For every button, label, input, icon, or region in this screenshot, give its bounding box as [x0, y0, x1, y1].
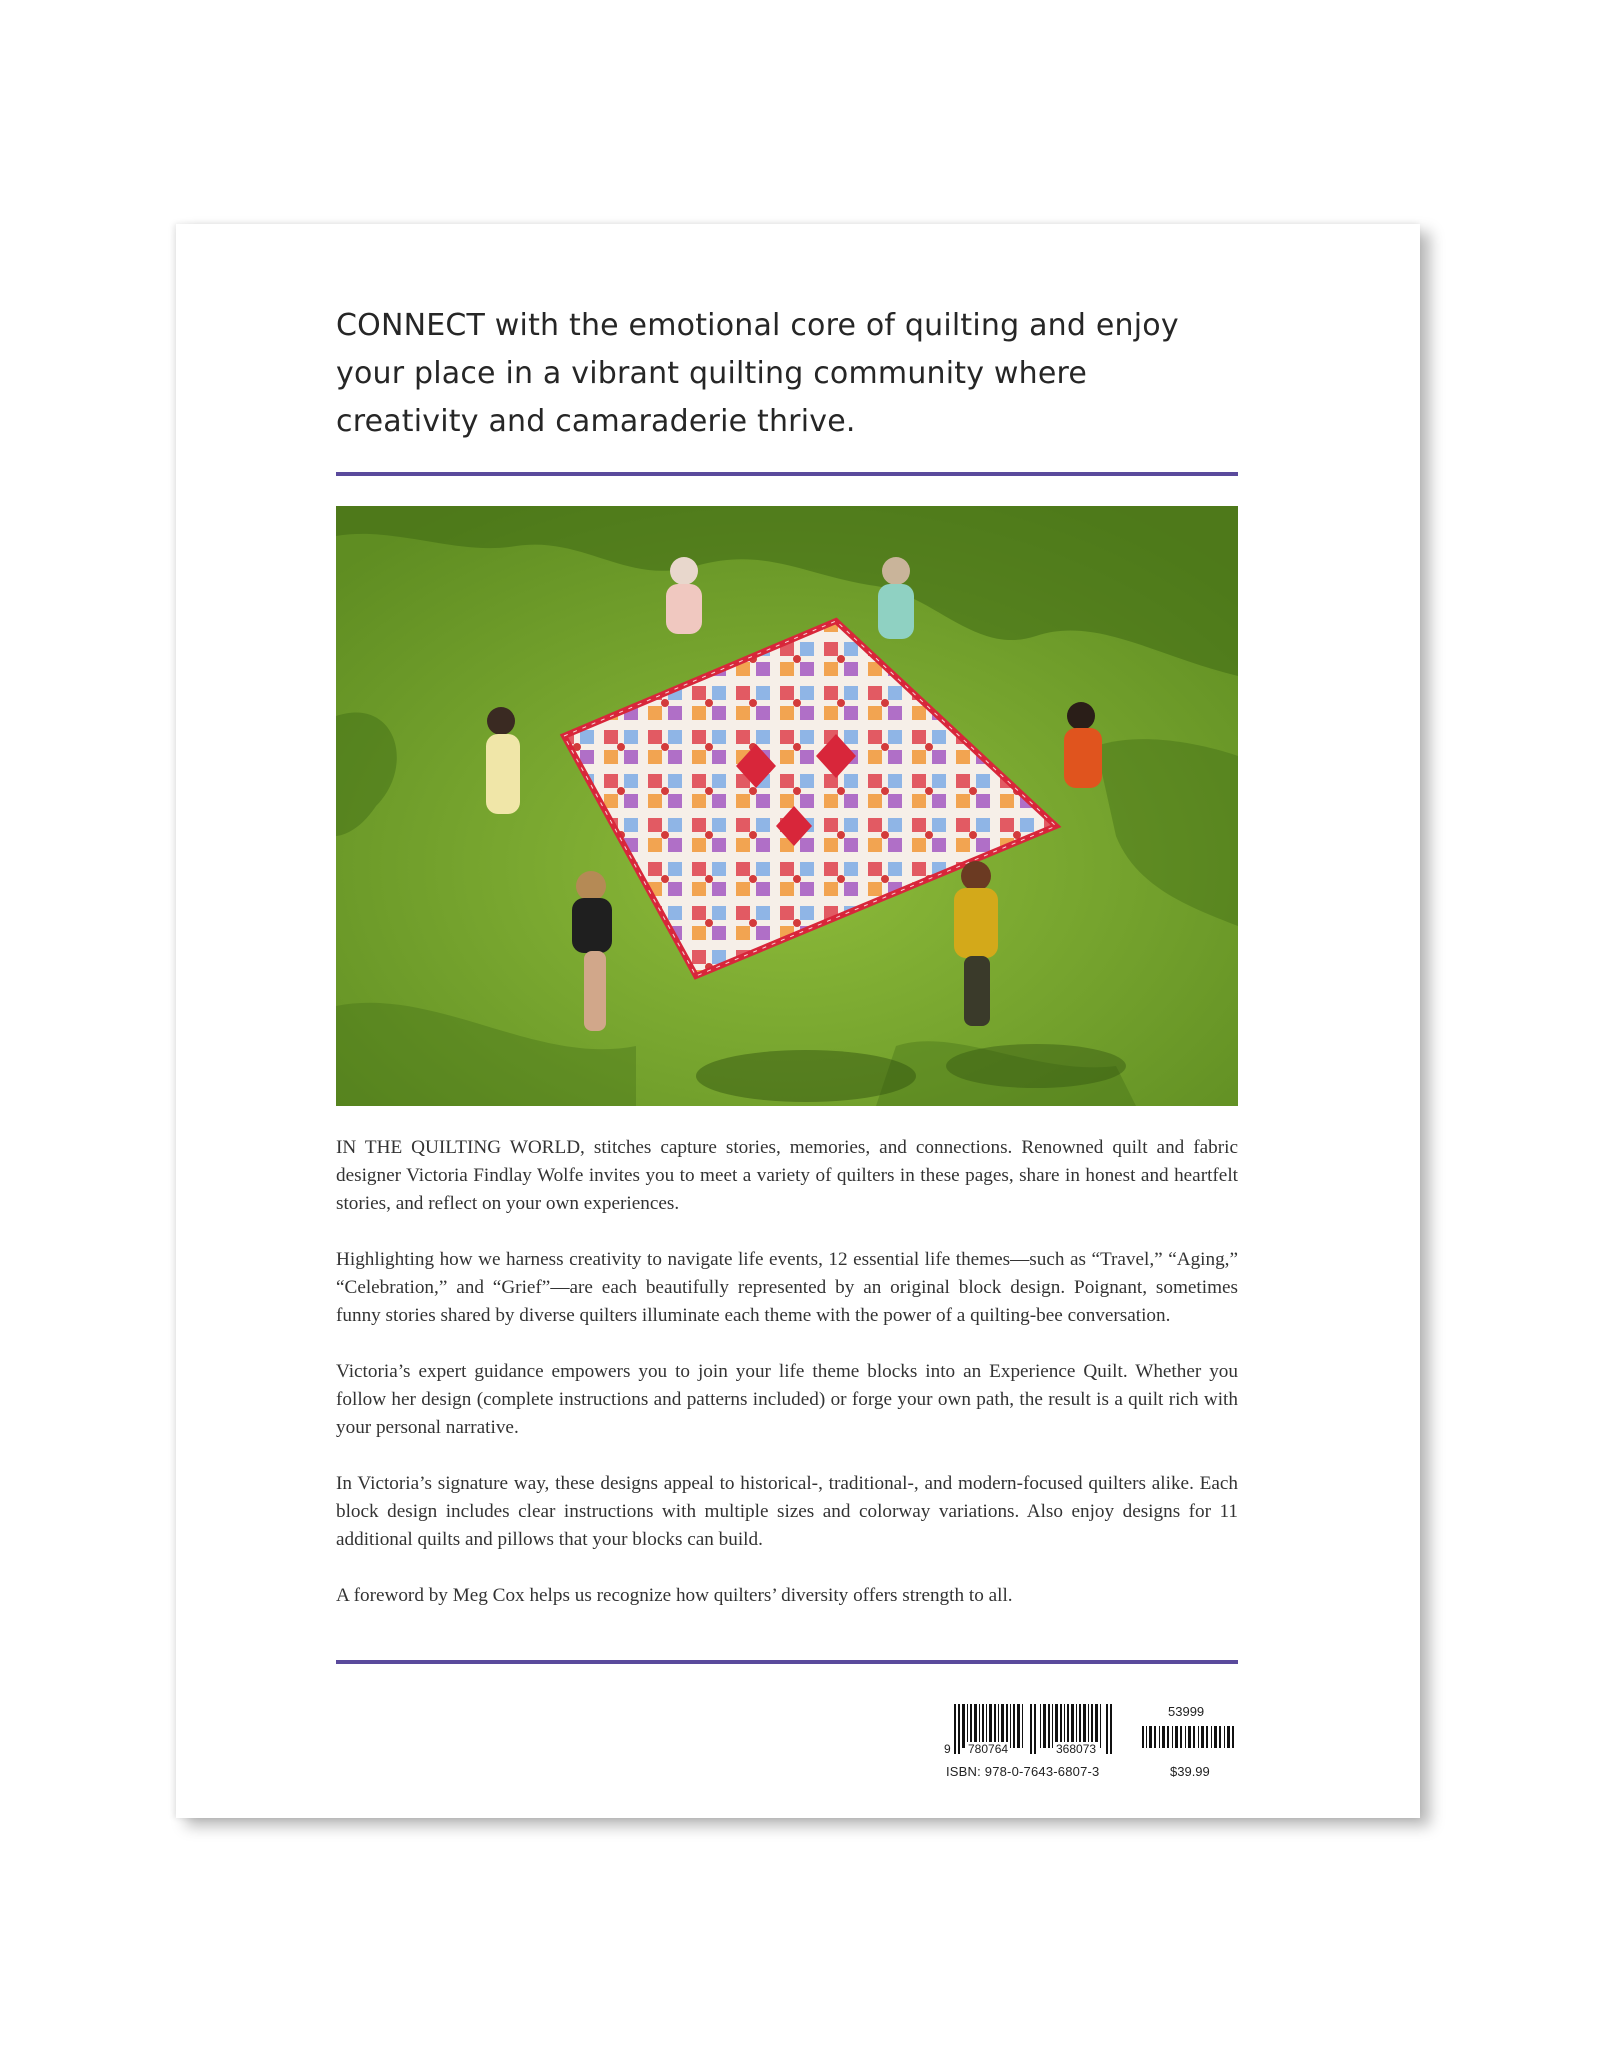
barcode-lead-digit: 9 — [944, 1742, 951, 1756]
cover-tagline: CONNECT with the emotional core of quilting and enjoy your place in a vibrant quilting community where creativity and camaraderie thrive. — [336, 308, 1179, 439]
barcode-digits-right: 368073 — [1056, 1742, 1097, 1756]
isbn-number: ISBN: 978-0-7643-6807-3 — [946, 1764, 1100, 1779]
quilt-photo-image — [336, 506, 1238, 1106]
price-label: $39.99 — [1170, 1764, 1210, 1779]
book-back-cover — [176, 224, 1420, 1818]
barcode-block — [946, 1704, 1246, 1794]
paragraph-designs: In Victoria’s signature way, these designs appeal to historical-, traditional-, and modern-focused quilters alike. Each block design includes clear instructions with multiple sizes and colorway variations. Also enjoy designs for 11 additional quilts and pillows that your blocks can build. — [336, 1473, 1238, 1550]
description-text — [336, 1134, 1238, 1610]
price-barcode-icon — [1142, 1726, 1234, 1748]
bottom-divider-rule — [336, 1660, 1238, 1664]
price-addon-code: 53999 — [1168, 1704, 1205, 1719]
paragraph-guidance: Victoria’s expert guidance empowers you to join your life theme blocks into an Experience Quilt. Whether you follow her design (complete instructions and patterns included) or forge your own path, the result is a quilt rich with your personal narrative. — [336, 1361, 1238, 1438]
paragraph-foreword: A foreword by Meg Cox helps us recognize how quilters’ diversity offers strength to all. — [336, 1585, 1013, 1606]
barcode-digits-left: 780764 — [968, 1742, 1009, 1756]
top-divider-rule — [336, 472, 1238, 476]
paragraph-intro: IN THE QUILTING WORLD, stitches capture stories, memories, and connections. Renowned quilt and fabric designer Victoria Findlay Wolfe invites you to meet a variety of quilters in these pages, share in honest and heartfelt stories, and reflect on your own experiences. — [336, 1137, 1238, 1214]
paragraph-themes: Highlighting how we harness creativity to navigate life events, 12 essential life themes—such as “Travel,” “Aging,” “Celebration,” and “Grief”—are each beautifully represented by an original block design. Poignant, sometimes funny stories shared by diverse quilters illuminate each theme with the power of a quilting-bee conversation. — [336, 1249, 1238, 1326]
